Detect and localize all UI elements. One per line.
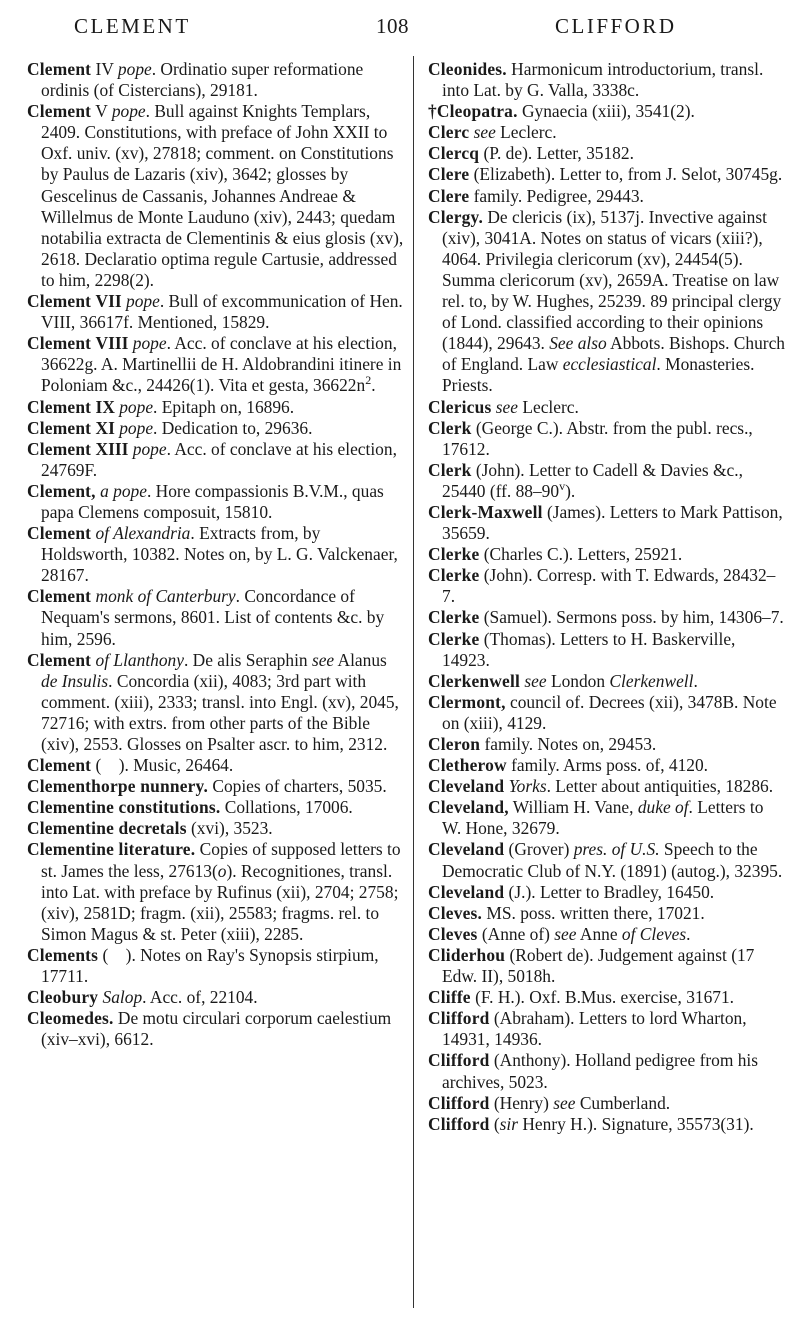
entry-text: (sir Henry H.). Signature, 35573(31). — [489, 1113, 754, 1134]
index-entry — [27, 291, 404, 333]
index-entry — [27, 586, 404, 649]
left-column — [27, 59, 404, 1050]
entry-headword: Cleron — [428, 734, 481, 754]
index-entry — [27, 481, 404, 523]
index-entry — [428, 101, 786, 122]
index-entry — [27, 439, 404, 481]
index-entry — [27, 818, 404, 839]
entry-text: (John). Corresp. with T. Edwards, 28432–7. — [442, 565, 776, 607]
entry-text: (P. de). Letter, 35182. — [479, 143, 634, 164]
entry-text: ( ). Notes on Ray's Synopsis stirpium, 17711. — [41, 944, 379, 987]
entry-headword: Clement — [27, 291, 92, 312]
right-column — [428, 59, 786, 1135]
entry-headword: Clement — [27, 649, 92, 670]
column-divider — [413, 56, 414, 1308]
index-entry — [428, 418, 786, 460]
entry-text: VII pope. Bull of excommunication of Hen. VIII, 36617f. Mentioned, 15829. — [41, 291, 403, 333]
index-entry — [428, 839, 786, 881]
entry-headword: Cleves. — [428, 902, 483, 923]
entry-headword: Clementhorpe nunnery. — [27, 776, 209, 797]
index-entry — [27, 101, 404, 291]
entry-headword: Clement — [27, 333, 92, 354]
index-entry — [27, 59, 404, 101]
entry-text: William H. Vane, duke of. Letters to W. Hone, 32679. — [442, 797, 764, 839]
entry-text: Gynaecia (xiii), 3541(2). — [517, 101, 695, 122]
entry-text: (xvi), 3523. — [186, 818, 273, 839]
index-entry — [428, 692, 786, 734]
entry-text: XI pope. Dedication to, 29636. — [95, 417, 313, 438]
index-entry — [27, 523, 404, 586]
index-entry — [428, 607, 786, 628]
entry-headword: Clere — [428, 185, 470, 206]
entry-headword: Clementine constitutions. — [27, 797, 221, 818]
index-entry — [428, 1050, 786, 1092]
header-left-guide-word: CLEMENT — [74, 14, 191, 38]
entry-headword: Cleonides. — [428, 59, 507, 79]
entry-headword: Clifford — [428, 1113, 490, 1134]
entry-text: XIII pope. Acc. of conclave at his election, 24769F. — [41, 438, 397, 480]
entry-headword: Clement — [27, 417, 92, 438]
index-entry — [428, 164, 786, 185]
entry-text: IX pope. Epitaph on, 16896. — [95, 396, 295, 417]
entry-headword: Clerkenwell — [428, 670, 521, 691]
entry-headword: Clerke — [428, 544, 480, 565]
entry-text: see Leclerc. — [473, 122, 557, 143]
index-entry — [27, 945, 404, 987]
index-entry — [27, 839, 404, 944]
entry-headword: Cleveland — [428, 881, 505, 902]
entry-text: of Alexandria. Extracts from, by Holdsworth, 10382. Notes on, by L. G. Valckenaer, 28167. — [41, 523, 398, 586]
running-header — [0, 14, 801, 50]
index-entry — [428, 924, 786, 945]
index-entry — [428, 1093, 786, 1114]
entry-text: Yorks. Letter about antiquities, 18286. — [508, 776, 774, 797]
entry-headword: Clement — [27, 586, 92, 607]
entry-headword: Clerke — [428, 628, 480, 649]
entry-headword: Cleveland, — [428, 797, 509, 818]
entry-text: a pope. Hore compassionis B.V.M., quas papa Clemens composuit, 15810. — [41, 480, 384, 522]
index-entry — [428, 1008, 786, 1050]
entry-text: family. Notes on, 29453. — [480, 734, 657, 754]
entry-headword: Clementine literature. — [27, 839, 196, 860]
entry-headword: Cletherow — [428, 755, 507, 776]
entry-headword: Clement — [27, 438, 92, 459]
entry-text: (Elizabeth). Letter to, from J. Selot, 30745g. — [469, 164, 783, 185]
index-entry — [428, 629, 786, 671]
entry-headword: Clerk-Maxwell — [428, 501, 543, 522]
header-right-guide-word: CLIFFORD — [555, 14, 677, 38]
entry-headword: Clercq — [428, 143, 480, 164]
entry-text: VIII pope. Acc. of conclave at his election, 36622g. A. Martinellii de H. Aldobrandini itinere in Poloniam &c., 24426(1). Vita et gesta, 36622n$^2$. — [41, 333, 402, 396]
entry-headword: Clerk — [428, 459, 472, 480]
entry-headword: Clement — [27, 59, 92, 79]
entry-headword: Clermont, — [428, 691, 506, 712]
entry-text: (George C.). Abstr. from the publ. recs., 17612. — [442, 417, 753, 459]
entry-text: (Grover) pres. of U.S. Speech to the Democratic Club of N.Y. (1891) (autog.), 32395. — [442, 839, 783, 881]
index-entry — [428, 397, 786, 418]
entry-text: (James). Letters to Mark Pattison, 35659. — [442, 501, 783, 544]
entry-headword: Clement, — [27, 480, 96, 501]
entry-headword: Clerke — [428, 565, 480, 586]
index-entry — [428, 143, 786, 164]
entry-headword: Cleveland — [428, 839, 505, 860]
entry-headword: Clifford — [428, 1092, 490, 1113]
index-entry — [428, 207, 786, 397]
entry-headword: Cleveland — [428, 776, 505, 797]
entry-text: (Henry) see Cumberland. — [489, 1092, 671, 1113]
entry-headword: Cliderhou — [428, 944, 506, 965]
index-entry — [428, 755, 786, 776]
index-entry — [428, 903, 786, 924]
index-entry — [27, 397, 404, 418]
entry-headword: †Cleopatra. — [428, 101, 518, 122]
entry-text: MS. poss. written there, 17021. — [482, 902, 705, 923]
index-entry — [428, 59, 786, 101]
entry-headword: Clementine decretals — [27, 818, 187, 839]
entry-headword: Clement — [27, 101, 92, 122]
index-entry — [428, 565, 786, 607]
entry-text: Copies of charters, 5035. — [208, 776, 387, 797]
entry-text: (Anthony). Holland pedigree from his archives, 5023. — [442, 1050, 759, 1092]
entry-text: (John). Letter to Cadell & Davies &c., 25440 (ff. 88–90$^v$). — [442, 459, 743, 501]
entry-headword: Cliffe — [428, 987, 471, 1008]
entry-headword: Clements — [27, 944, 99, 965]
entry-text: De clericis (ix), 5137j. Invective against (xiv), 3041A. Notes on status of vicars (xiii?), 4064. Privilegia clericorum (xv), 24454(5). Summa clericorum (xv), 2659A. Treatise on law rel. to, by W. Hughes, 25239. 89 principal clergy of Lond. classified according to their opinions (1844), 29643. See also Abbots. Bishops. Church of England. Law ecclesiastical. Monasteries. Priests. — [442, 206, 785, 396]
entry-headword: Clement — [27, 755, 92, 776]
index-entry — [428, 460, 786, 502]
entry-headword: Cleomedes. — [27, 1008, 114, 1029]
entry-text: (J.). Letter to Bradley, 16450. — [504, 881, 715, 902]
entry-text: Salop. Acc. of, 22104. — [102, 987, 258, 1008]
index-entry — [428, 544, 786, 565]
index-entry — [27, 797, 404, 818]
entry-text: (Robert de). Judgement against (17 Edw. II), 5018h. — [442, 944, 755, 987]
entry-headword: Clerc — [428, 122, 470, 143]
entry-headword: Cleobury — [27, 987, 99, 1008]
index-entry — [428, 734, 786, 755]
entry-text: (Abraham). Letters to lord Wharton, 14931, 14936. — [442, 1008, 747, 1050]
entry-text: IV pope. Ordinatio super reformatione ordinis (of Cistercians), 29181. — [41, 59, 364, 101]
entry-text: family. Arms poss. of, 4120. — [506, 755, 709, 776]
entry-text: monk of Canterbury. Concordance of Nequam's sermons, 8601. List of contents &c. by him, 2596. — [41, 586, 385, 649]
entry-text: family. Pedigree, 29443. — [469, 185, 644, 206]
entry-text: (Charles C.). Letters, 25921. — [479, 544, 683, 565]
entry-headword: Cleves — [428, 923, 478, 944]
entry-text: see Leclerc. — [495, 396, 579, 417]
entry-text: (Samuel). Sermons poss. by him, 14306–7. — [479, 607, 784, 628]
entry-text: council of. Decrees (xii), 3478B. Note on (xiii), 4129. — [442, 691, 777, 733]
index-entry — [428, 1114, 786, 1135]
entry-headword: Clifford — [428, 1050, 490, 1071]
index-entry — [27, 987, 404, 1008]
entry-headword: Clement — [27, 396, 92, 417]
entry-headword: Clere — [428, 164, 470, 185]
index-entry — [428, 797, 786, 839]
index-entry — [27, 755, 404, 776]
entry-headword: Clement — [27, 523, 92, 544]
entry-text: V pope. Bull against Knights Templars, 2409. Constitutions, with preface of John XXII to Oxf. univ. (xv), 27818; comment. on Constitutions by Paulus de Lazaris (xiv), 3642; glosses by Gescelinus de Cassanis, Johannes Andreae & Willelmus de Monte Lauduno (xiv), 2443; quedam notabilia extracta de Clementinis & eius glosis (xv), 2618. Declaratio optima regule Cartusie, addressed to him, 2298(2). — [41, 101, 404, 290]
index-entry — [27, 333, 404, 396]
index-entry — [27, 776, 404, 797]
index-entry — [27, 1008, 404, 1050]
index-entry — [428, 987, 786, 1008]
index-entry — [428, 502, 786, 544]
entry-headword: Clifford — [428, 1008, 490, 1029]
entry-headword: Clericus — [428, 396, 492, 417]
entry-text: (F. H.). Oxf. B.Mus. exercise, 31671. — [470, 987, 735, 1008]
index-entry — [428, 882, 786, 903]
entry-text: Harmonicum introductorium, transl. into Lat. by G. Valla, 3338c. — [442, 59, 764, 101]
entry-headword: Clerk — [428, 417, 472, 438]
entry-text: see London Clerkenwell. — [524, 670, 698, 691]
entry-text: ( ). Music, 26464. — [91, 755, 234, 776]
entry-headword: Clergy. — [428, 206, 484, 227]
entry-headword: Clerke — [428, 607, 480, 628]
entry-text: Copies of supposed letters to st. James the less, 27613(o). Recognitiones, transl. into Lat. with preface by Rufinus (xii), 2704; 2758; (xiv), 2581D; fragm. (xii), 25583; fragms. rel. to Simon Magus & st. Peter (xiii), 2285. — [41, 839, 401, 944]
index-entry — [428, 186, 786, 207]
index-entry — [428, 671, 786, 692]
entry-text: of Llanthony. De alis Seraphin see Alanus de Insulis. Concordia (xii), 4083; 3rd part with comment. (xiii), 2333; transl. into Engl. (xv), 2045, 72716; with extrs. from other parts of the Bible (xiv), 2553. Glosses on Psalter ascr. to him, 2312. — [41, 649, 399, 754]
index-entry — [428, 776, 786, 797]
index-entry — [428, 122, 786, 143]
page-number: 108 — [376, 14, 409, 38]
entry-text: (Thomas). Letters to H. Baskerville, 14923. — [442, 628, 736, 670]
index-entry — [428, 945, 786, 987]
entry-text: Collations, 17006. — [220, 797, 353, 818]
index-entry — [27, 418, 404, 439]
entry-text: (Anne of) see Anne of Cleves. — [477, 923, 691, 944]
index-entry — [27, 650, 404, 755]
entry-text: De motu circulari corporum caelestium (xiv–xvi), 6612. — [41, 1008, 392, 1050]
